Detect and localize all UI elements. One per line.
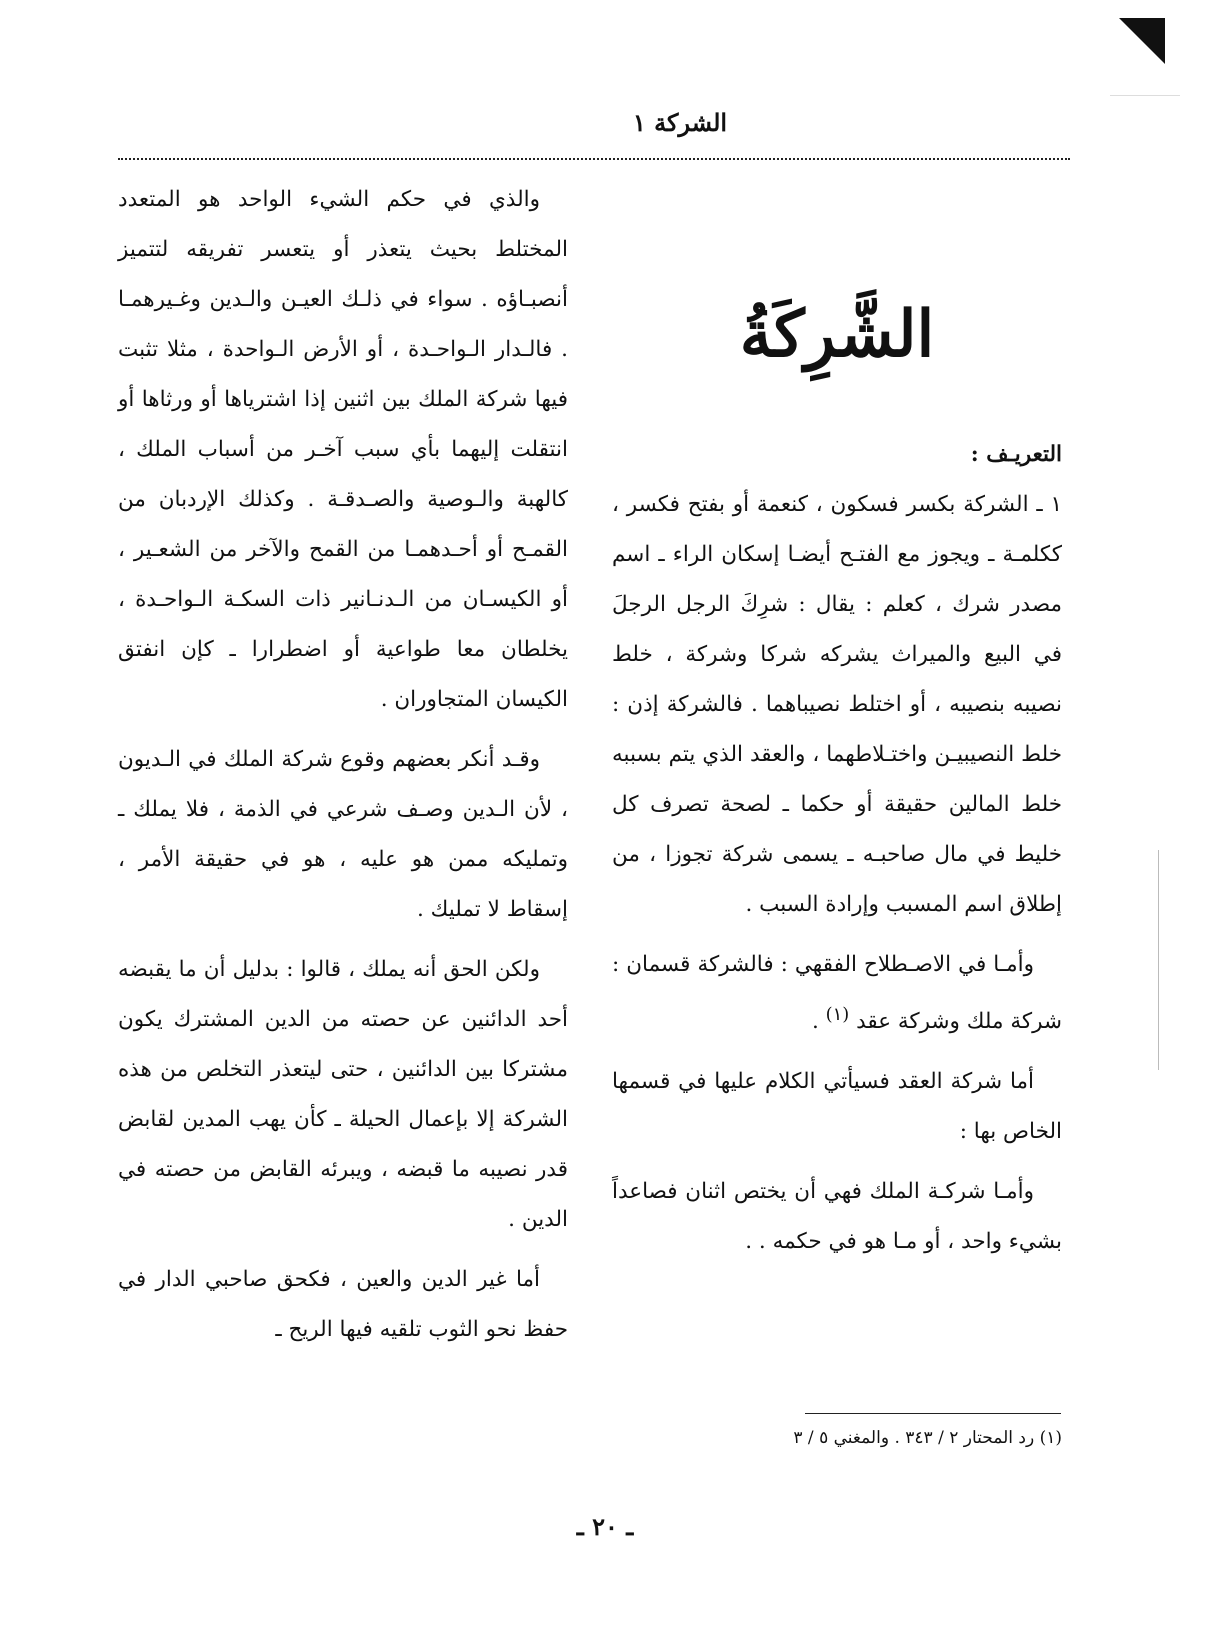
paragraph-text: وأمـا في الاصـطلاح الفقهي : فالشركة قسمان : شركة ملك وشركة عقد xyxy=(612,952,1062,1035)
footnote-divider xyxy=(805,1413,1061,1414)
paragraph: وأمـا شركـة الملك فهي أن يختص اثنان فصاعداً بشيء واحد ، أو مـا هو في حكمه . . xyxy=(612,1179,1062,1255)
section-label-definition: التعريـف : xyxy=(970,442,1062,467)
paragraph: أما غير الدين والعين ، فكحق صاحبي الدار في حفظ نحو الثوب تلقيه فيها الريح ـ xyxy=(118,1267,568,1342)
scan-artifact-line xyxy=(1158,850,1159,1070)
scan-corner-mark xyxy=(1119,18,1165,64)
left-column xyxy=(118,175,568,1365)
running-header: الشركة ١ xyxy=(632,108,728,137)
paragraph: وقـد أنكر بعضهم وقوع شركة الملك في الـديون ، لأن الـدين وصـف شرعي في الذمة ، فلا يملك ـ وتمليكه ممن هو عليه ، هو في حقيقة الأمر ، إسقاط لا تمليك . xyxy=(118,747,568,922)
footnote-reference: (١) xyxy=(825,1004,850,1025)
paragraph: والذي في حكم الشيء الواحد هو المتعدد المختلط بحيث يتعذر أو يتعسر تفريقه لتتميز أنصبـاؤه . سواء في ذلـك العيـن والـدين وغـيرهمـا . فالـدار الـواحـدة ، أو الأرض الـواحدة ، مثلا تثبت فيها شركة الملك بين اثنين إذا اشترياها أو ورثاها أو انتقلت إليهما بأي سبب آخـر من أسباب الملك ، كالهبة والـوصية والصـدقـة . وكذلك الإردبان من القمـح أو أحـدهمـا من القمح والآخر من الشعـير ، أو الكيسـان من الـدنـانير ذات السكـة الـواحـدة ، يخلطان معا طواعية أو اضطرارا ـ كإن انفتق الكيسان المتجاوران . xyxy=(118,187,568,712)
paragraph: وأمـا في الاصـطلاح الفقهي : فالشركة قسمان : شركة ملك وشركة عقد $^{(١)}$ . xyxy=(612,952,1062,1035)
header-divider xyxy=(118,158,1070,160)
scan-artifact-line xyxy=(1110,95,1180,96)
page-number: ـ ٢٠ ـ xyxy=(576,1512,634,1541)
title-block xyxy=(612,175,1062,430)
paragraph: ولكن الحق أنه يملك ، قالوا : بدليل أن ما يقبضه أحد الدائنين عن حصته من الدين المشترك يكون مشتركا بين الدائنين ، حتى ليتعذر التخلص من هذه الشركة إلا بإعمال الحيلة ـ كأن يهب المدين لقابض قدر نصيبه ما قبضه ، ويبرئه القابض من حصته في الدين . xyxy=(118,957,568,1232)
page-title: الشَّرِكَةُ xyxy=(739,297,935,372)
paragraph: ١ ـ الشركة بكسر فسكون ، كنعمة أو بفتح فكسر ، ككلمـة ـ ويجوز مع الفتـح أيضـا إسكان الراء ـ اسم مصدر شرك ، كعلم : يقال : شرِكَ الرجل الرجلَ في البيع والميراث يشركه شركا وشركة ، خلط نصيبه بنصيبه ، أو اختلط نصيباهما . فالشركة إذن : خلط النصيبيـن واختـلاطهما ، والعقد الذي يتم بسببه خلط المالين حقيقة أو حكما ـ لصحة تصرف كل خليط في مال صاحبـه ـ يسمى شركة تجوزا ، من إطلاق اسم المسبب وإرادة السبب . xyxy=(612,492,1062,917)
footnote: (١) رد المحتار ٢ / ٣٤٣ . والمغني ٥ / ٣ xyxy=(793,1428,1062,1448)
paragraph: أما شركة العقد فسيأتي الكلام عليها في قسمها الخاص بها : xyxy=(612,1069,1062,1145)
right-column xyxy=(612,175,1062,1277)
